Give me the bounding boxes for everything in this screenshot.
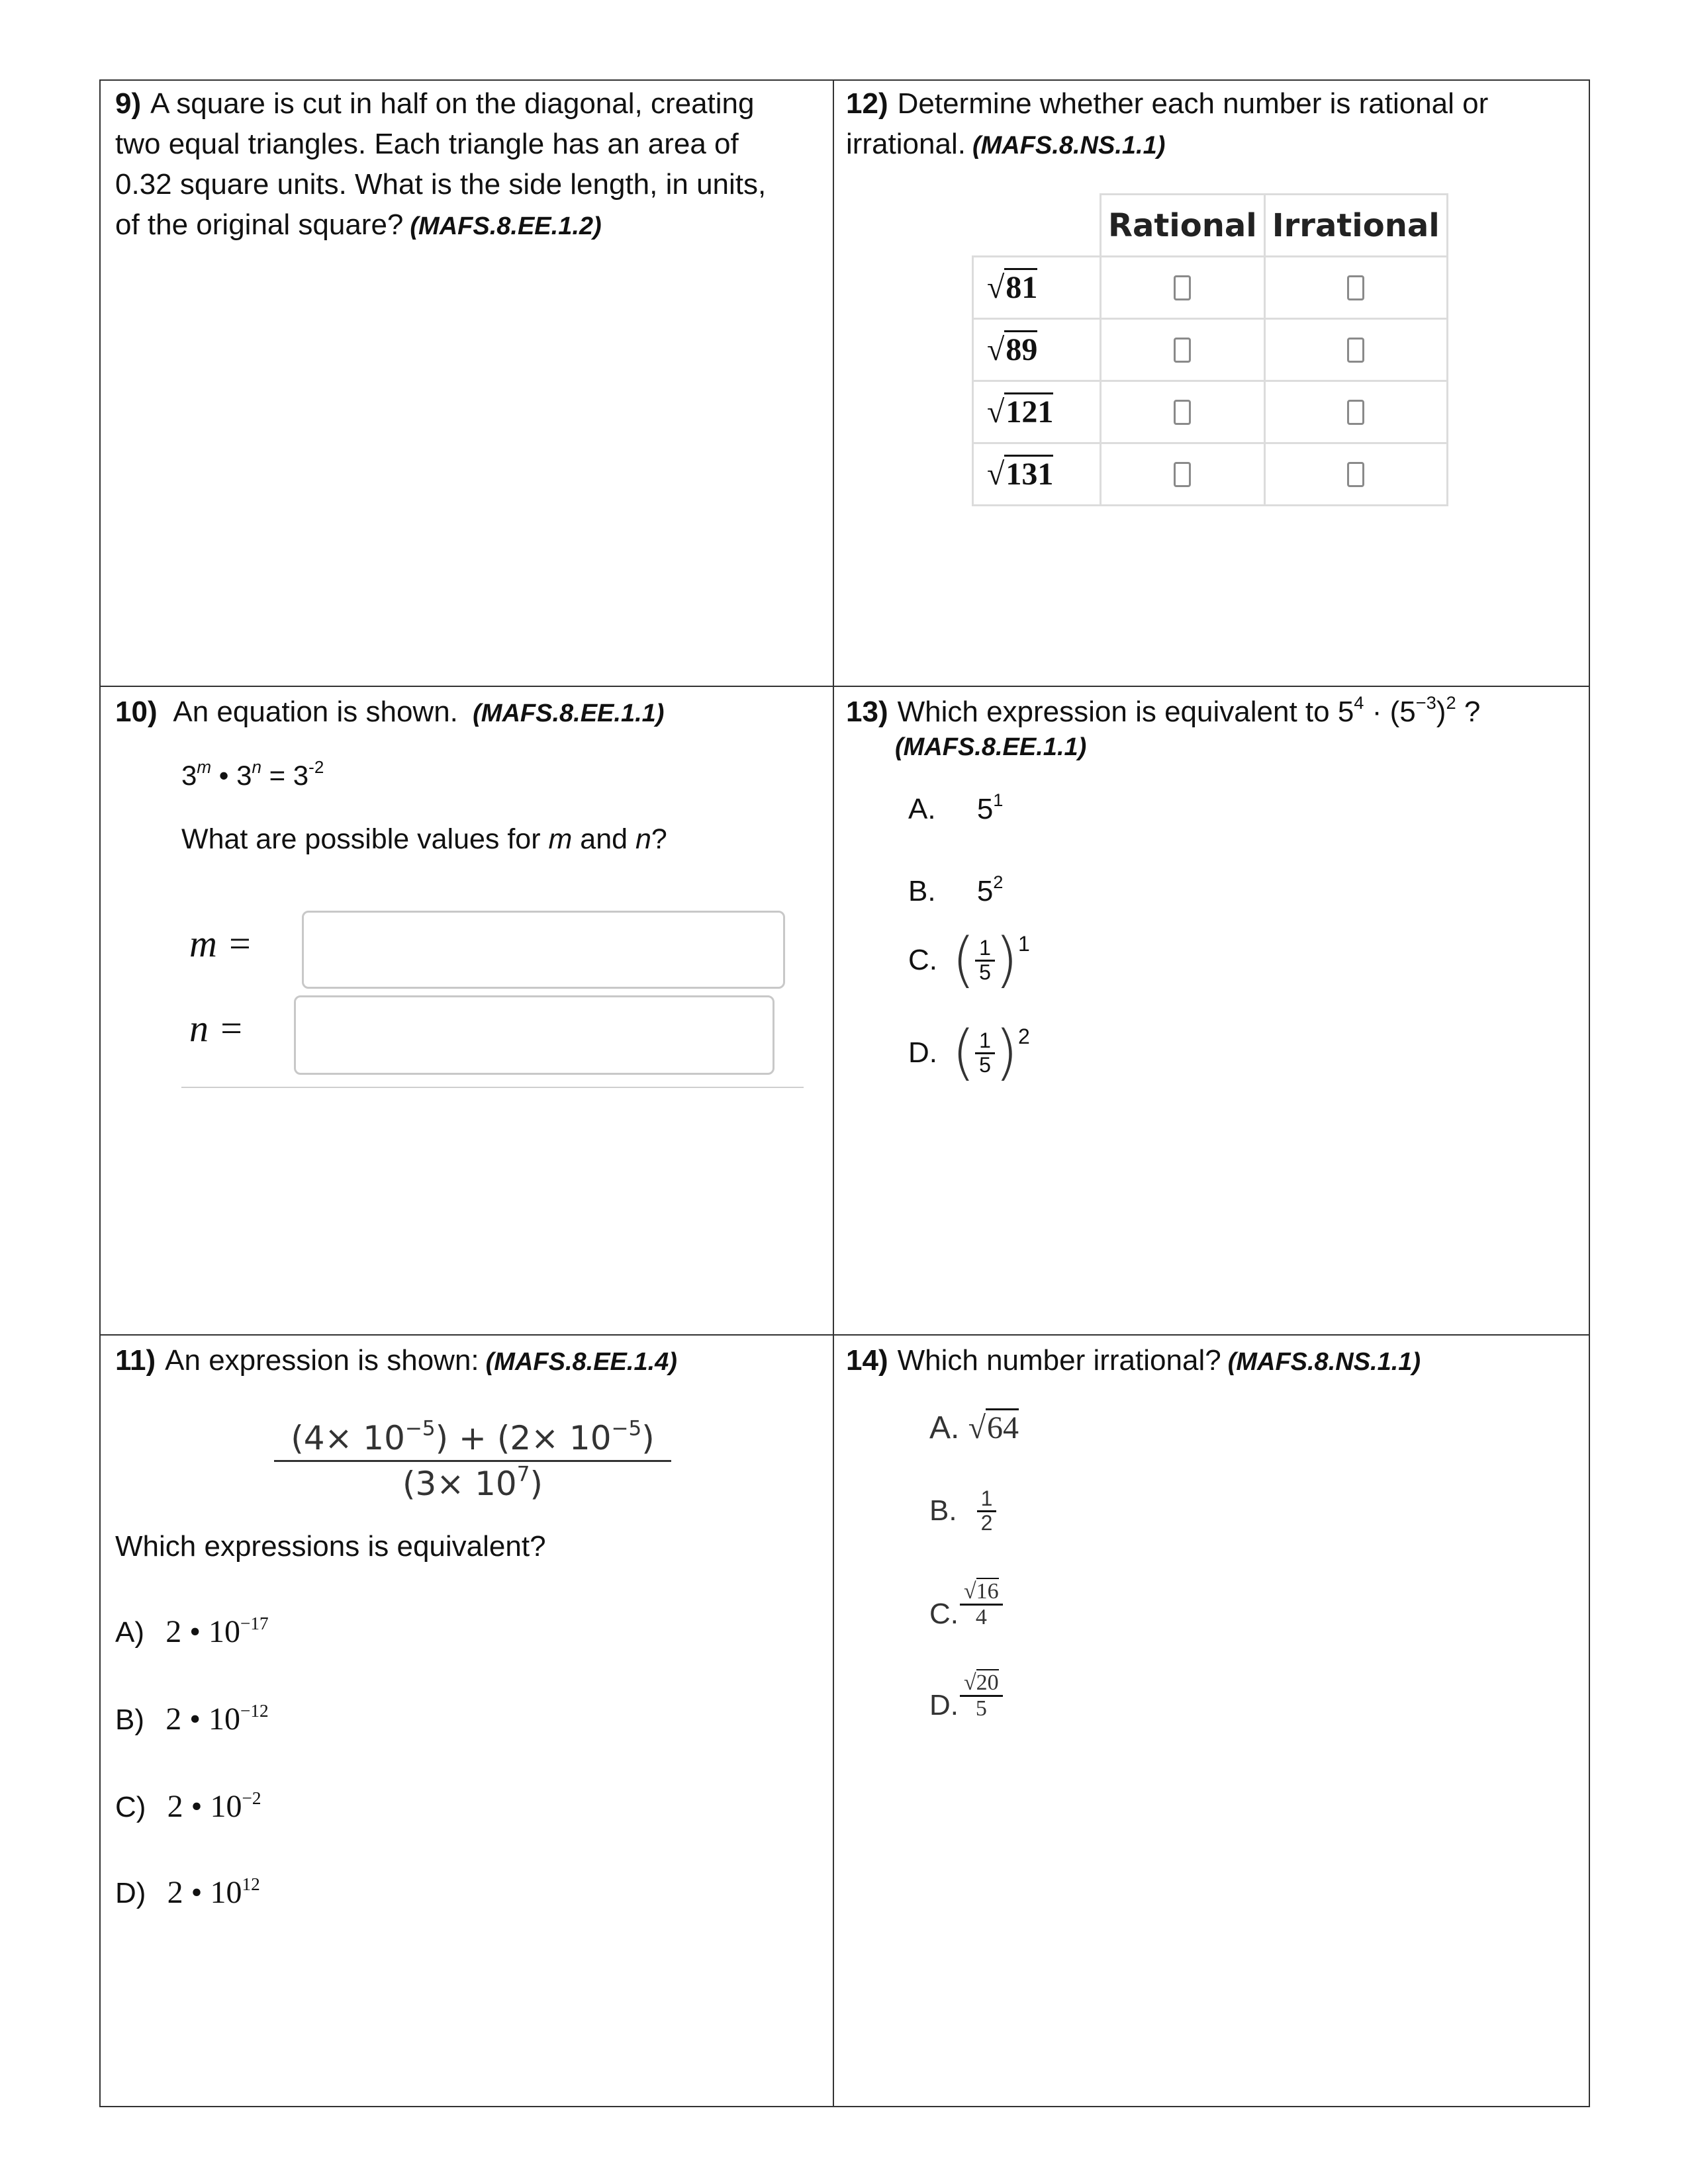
q13-option-b[interactable]: B. $5^2$ — [908, 871, 1004, 907]
col-irrational: Irrational — [1264, 195, 1447, 257]
question-11 — [115, 1341, 823, 2095]
checkbox-121-irrational[interactable] — [1347, 400, 1364, 425]
q9-standard: (MAFS.8.EE.1.2) — [410, 212, 602, 240]
rational-table-wrap — [972, 193, 1448, 506]
row-sqrt-81: √81 — [973, 257, 1101, 319]
q9-line-3: 0.32 square units. What is the side length, in units, — [115, 168, 767, 201]
q11-standard: (MAFS.8.EE.1.4) — [485, 1348, 677, 1376]
q11-line: 11) An expression is shown: (MAFS.8.EE.1.4) — [115, 1344, 677, 1377]
n-label: n = — [189, 1007, 244, 1050]
q13-number: 13) — [846, 696, 888, 728]
q12-line-2: irrational. (MAFS.8.NS.1.1) — [846, 128, 1166, 160]
q9-number: 9) — [115, 87, 142, 120]
checkbox-131-irrational[interactable] — [1347, 462, 1364, 487]
col-rational: Rational — [1101, 195, 1265, 257]
q13-option-a[interactable]: A. $5^1$ — [908, 789, 1004, 825]
table-row — [973, 319, 1448, 381]
expression-denominator: $(3\times 10^7)$ — [402, 1462, 543, 1503]
q10-equation: 3$^m$ • $3^n = 3^{-2}$ — [181, 756, 324, 791]
answer-divider — [181, 1087, 804, 1088]
fraction: $\frac{1}{2}$ — [977, 1488, 997, 1534]
q11-option-a[interactable]: A) 2 • $10^{-17}$ — [115, 1613, 269, 1649]
q14-option-c[interactable]: C. $\frac{√16}{4}$ — [929, 1578, 1003, 1631]
q13-option-d[interactable]: D. ( $\frac{1}{5}$ ) 2 — [908, 1018, 1030, 1087]
sqrt-icon: √ — [964, 1578, 976, 1604]
q10-line: 10) An equation is shown. (MAFS.8.EE.1.1) — [115, 696, 665, 728]
q12-standard: (MAFS.8.NS.1.1) — [972, 132, 1166, 159]
table-corner — [973, 195, 1101, 257]
row-divider-2 — [101, 1334, 1589, 1336]
checkbox-81-irrational[interactable] — [1347, 275, 1364, 300]
q13-standard: (MAFS.8.EE.1.1) — [895, 733, 1087, 761]
q14-standard: (MAFS.8.NS.1.1) — [1227, 1348, 1421, 1376]
question-10 — [115, 692, 823, 1328]
q14-option-a[interactable]: A. √64 — [929, 1410, 1019, 1446]
row-divider-1 — [101, 686, 1589, 687]
table-header-row — [973, 195, 1448, 257]
sqrt-icon: √ — [964, 1670, 976, 1695]
checkbox-89-irrational[interactable] — [1347, 338, 1364, 363]
q11-expression — [274, 1416, 671, 1503]
q9-line-2: two equal triangles. Each triangle has an area of — [115, 128, 739, 160]
checkbox-81-rational[interactable] — [1174, 275, 1191, 300]
q11-question: Which expressions is equivalent? — [115, 1530, 546, 1563]
sqrt-icon: √ — [987, 332, 1005, 367]
q14-number: 14) — [846, 1344, 888, 1377]
checkbox-121-rational[interactable] — [1174, 400, 1191, 425]
row-sqrt-131: √131 — [973, 443, 1101, 506]
row-sqrt-121: √121 — [973, 381, 1101, 443]
question-13 — [846, 692, 1581, 1328]
fraction: $\frac{1}{5}$ — [975, 937, 995, 983]
sqrt-icon: √ — [987, 270, 1005, 305]
table-row — [973, 257, 1448, 319]
q14-line: 14) Which number irrational? (MAFS.8.NS.1.1) — [846, 1344, 1421, 1377]
q11-option-b[interactable]: B) 2 • $10^{-12}$ — [115, 1700, 269, 1737]
q12-line-1: 12) Determine whether each number is rational or — [846, 87, 1489, 120]
sqrt-icon: √ — [987, 394, 1005, 430]
q14-option-d[interactable]: D. $\frac{√20}{5}$ — [929, 1669, 1003, 1722]
q13-line-1: 13) Which expression is equivalent to $5^4 \cdot (5^{-3})^2$ ? — [846, 692, 1481, 728]
q9-line-1: 9) A square is cut in half on the diagonal, creating — [115, 87, 755, 120]
q10-standard: (MAFS.8.EE.1.1) — [473, 700, 665, 727]
sqrt-icon: √ — [987, 457, 1005, 492]
question-12 — [846, 83, 1574, 166]
rational-irrational-table — [972, 193, 1448, 506]
q14-option-b[interactable]: B. $\frac{1}{2}$ — [929, 1488, 996, 1534]
checkbox-89-rational[interactable] — [1174, 338, 1191, 363]
row-sqrt-89: √89 — [973, 319, 1101, 381]
q9-line-4: of the original square? (MAFS.8.EE.1.2) — [115, 208, 602, 241]
question-9 — [115, 83, 823, 247]
fraction: $\frac{√16}{4}$ — [960, 1580, 1003, 1629]
sqrt-icon: √ — [968, 1410, 986, 1445]
q11-number: 11) — [115, 1344, 156, 1377]
q12-number: 12) — [846, 87, 888, 120]
fraction: $\frac{√20}{5}$ — [960, 1671, 1003, 1720]
table-row — [973, 381, 1448, 443]
q11-option-d[interactable]: D) 2 • $10^{12}$ — [115, 1874, 260, 1910]
expression-numerator: $(4\times 10^{-5}) + (2\times 10^{-5})$ — [274, 1419, 671, 1462]
q10-prompt: What are possible values for m and n? — [181, 823, 667, 855]
checkbox-131-rational[interactable] — [1174, 462, 1191, 487]
m-input[interactable] — [302, 911, 785, 989]
n-input[interactable] — [294, 995, 774, 1075]
table-row — [973, 443, 1448, 506]
worksheet-grid — [99, 79, 1590, 2107]
q10-number: 10) — [115, 696, 158, 728]
fraction: $\frac{1}{5}$ — [975, 1030, 995, 1076]
question-14 — [846, 1341, 1581, 2095]
q13-option-c[interactable]: C. ( $\frac{1}{5}$ ) 1 — [908, 925, 1030, 995]
column-divider — [833, 81, 834, 2106]
q11-option-c[interactable]: C) 2 • $10^{-2}$ — [115, 1788, 261, 1824]
m-label: m = — [189, 922, 253, 965]
